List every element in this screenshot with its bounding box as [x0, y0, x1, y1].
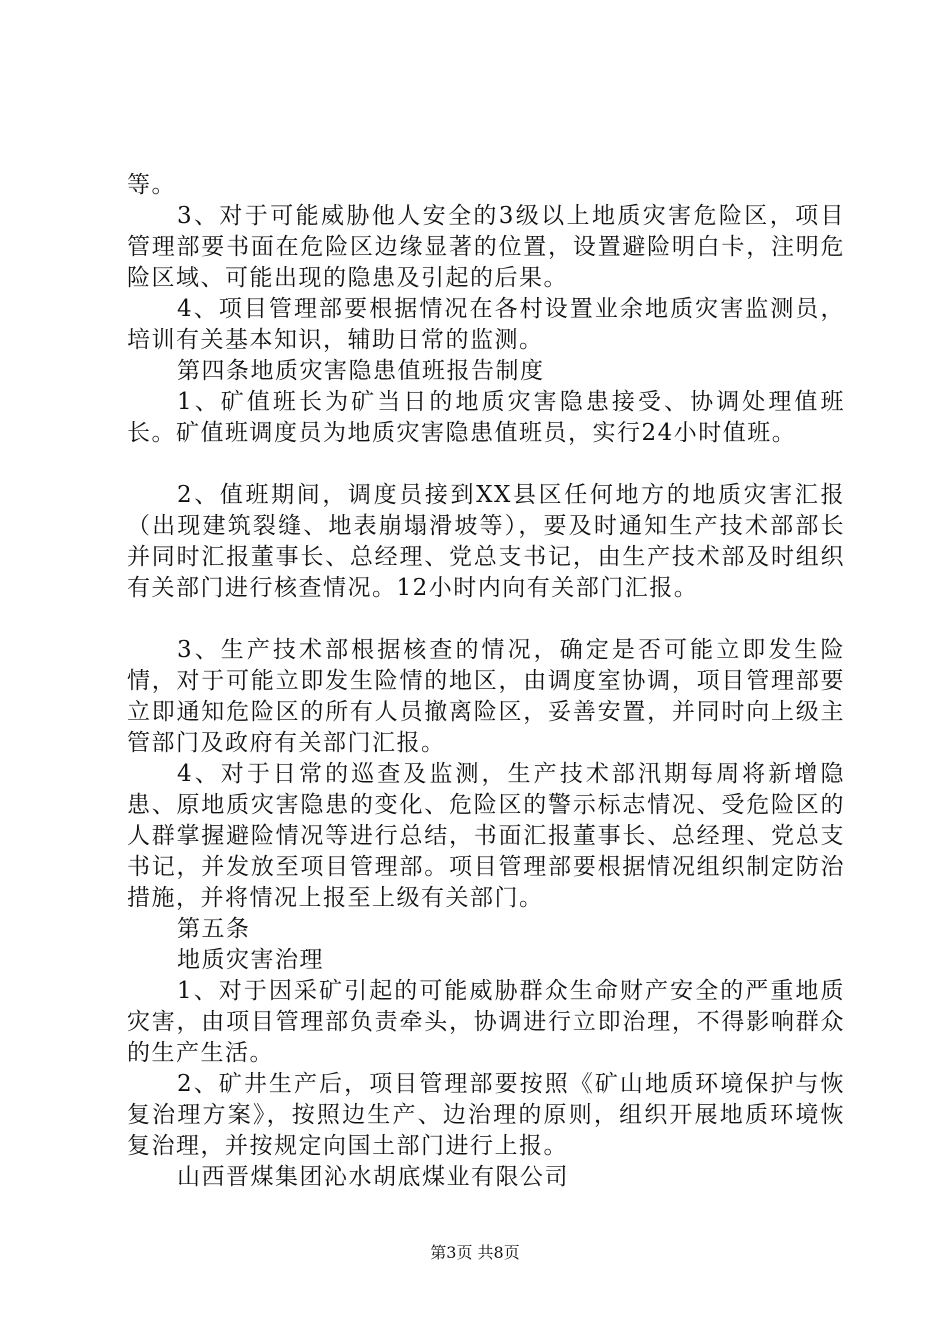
section-heading-article-5: 第五条 — [177, 916, 251, 942]
paragraph-item-4-inspection: 4、对于日常的巡查及监测，生产技术部汛期每周将新增隐患、原地质灾害隐患的变化、危险区的警示标志情况、受危险区的人群掌握避险情况等进行总结，书面汇报董事长、总经理、党总支书记，并发放至项目管理部。项目管理部要根据情况组织制定防治措施，并将情况上报至上级有关部门。 — [127, 761, 845, 911]
paragraph-item-2-restoration: 2、矿井生产后，项目管理部要按照《矿山地质环境保护与恢复治理方案》，按照边生产、边治理的原则，组织开展地质环境恢复治理，并按规定向国土部门进行上报。 — [127, 1071, 845, 1159]
paragraph-item-2-duty-report: 2、值班期间，调度员接到XX县区任何地方的地质灾害汇报（出现建筑裂缝、地表崩塌滑坡等），要及时通知生产技术部部长并同时汇报董事长、总经理、党总支书记，由生产技术部及时组织有关部门进行核查情况。12小时内向有关部门汇报。 — [127, 482, 845, 601]
page-number-footer: 第3页 共8页 — [430, 1243, 520, 1262]
paragraph-item-3-warning-card: 3、对于可能威胁他人安全的3级以上地质灾害危险区，项目管理部要书面在危险区边缘显著的位置，设置避险明白卡，注明危险区域、可能出现的隐患及引起的后果。 — [127, 203, 845, 291]
paragraph-item-1-duty-leader: 1、矿值班长为矿当日的地质灾害隐患接受、协调处理值班长。矿值班调度员为地质灾害隐患值班员，实行24小时值班。 — [127, 389, 845, 446]
paragraph-continuation: 等。 — [127, 172, 176, 198]
paragraph-item-3-evacuation: 3、生产技术部根据核查的情况，确定是否可能立即发生险情，对于可能立即发生险情的地区，由调度室协调，项目管理部要立即通知危险区的所有人员撤离险区，妥善安置，并同时向上级主管部门及政府有关部门汇报。 — [127, 637, 845, 756]
document-body — [127, 170, 845, 1193]
section-heading-article-4: 第四条地质灾害隐患值班报告制度 — [177, 358, 545, 384]
company-signature: 山西晋煤集团沁水胡底煤业有限公司 — [177, 1164, 569, 1190]
section-subheading-disaster-treatment: 地质灾害治理 — [177, 947, 324, 973]
paragraph-item-1-treatment: 1、对于因采矿引起的可能威胁群众生命财产安全的严重地质灾害，由项目管理部负责牵头，协调进行立即治理，不得影响群众的生产生活。 — [127, 978, 845, 1066]
paragraph-item-4-monitors: 4、项目管理部要根据情况在各村设置业余地质灾害监测员，培训有关基本知识，辅助日常的监测。 — [127, 296, 845, 353]
